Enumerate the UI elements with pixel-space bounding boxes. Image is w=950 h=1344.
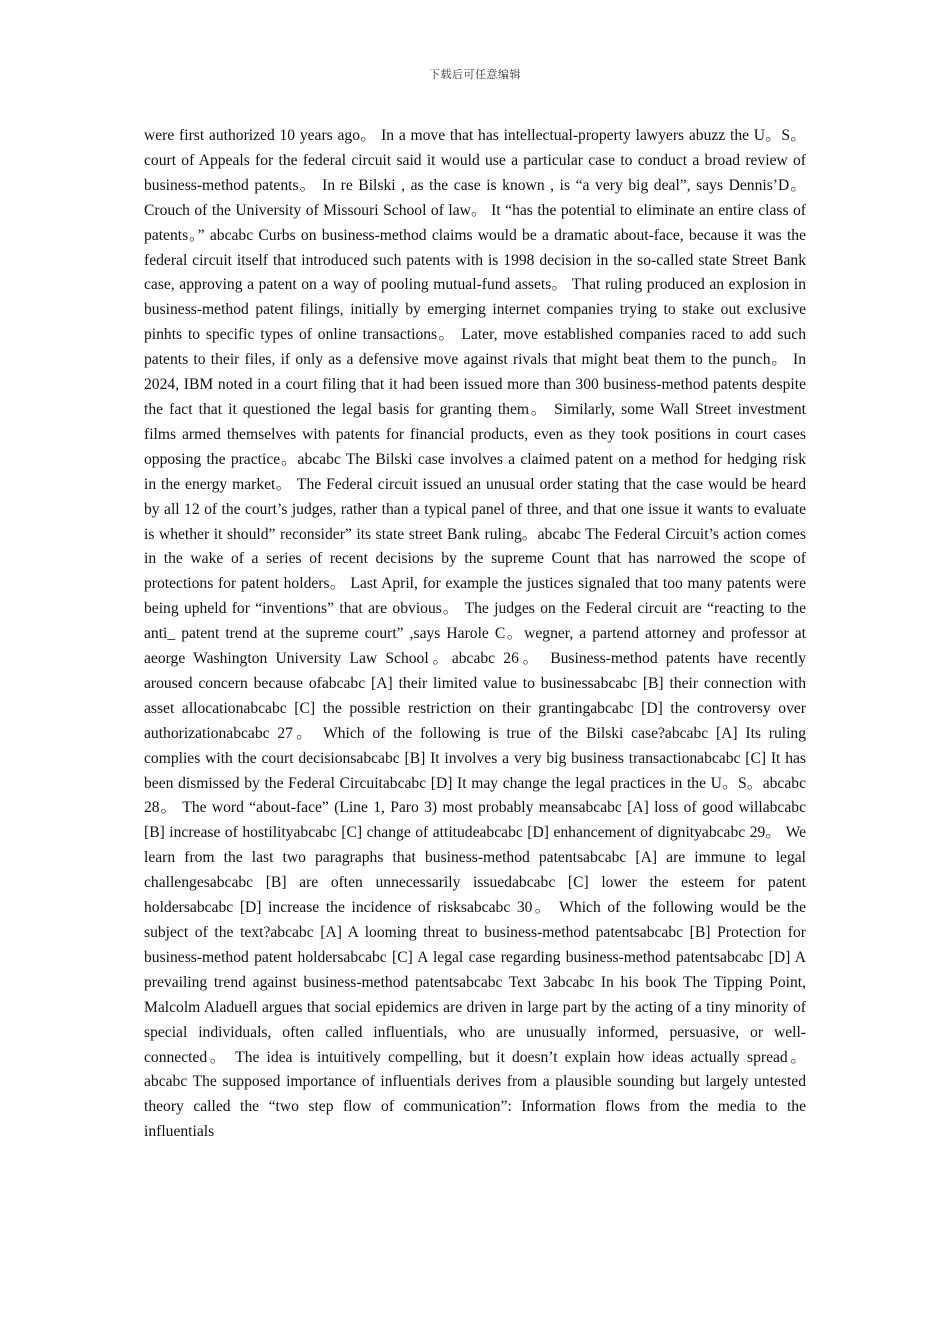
- page-header: 下载后可任意编辑: [429, 68, 521, 81]
- document-body-text: were first authorized 10 years ago。 In a move that has intellectual-property lawyers abuzz the U。S。 court of Appeals for the federal circuit said it would use a particular case to conduct a broad review of business-method patents。 In re Bilski , as the case is known , is “a very big deal”, says Dennis’D。 Crouch of the University of Missouri School of law。 It “has the potential to eliminate an entire class of patents。” abcabc Curbs on business-method claims would be a dramatic about-face, because it was the federal circuit itself that introduced such patents with is 1998 decision in the so-called state Street Bank case, approving a patent on a way of pooling mutual-fund assets。 That ruling produced an explosion in business-method patent filings, initially by emerging internet companies trying to stake out exclusive pinhts to specific types of online transactions。 Later, move established companies raced to add such patents to their files, if only as a defensive move against rivals that might beat them to the punch。 In 2024, IBM noted in a court filing that it had been issued more than 300 business-method patents despite the fact that it questioned the legal basis for granting them。 Similarly, some Wall Street investment films armed themselves with patents for financial products, even as they took positions in court cases opposing the practice。abcabc The Bilski case involves a claimed patent on a method for hedging risk in the energy market。 The Federal circuit issued an unusual order stating that the case would be heard by all 12 of the court’s judges, rather than a typical panel of three, and that one issue it wants to evaluate is whether it should” reconsider” its state street Bank ruling。abcabc The Federal Circuit’s action comes in the wake of a series of recent decisions by the supreme Count that has narrowed the scope of protections for patent holders。 Last April, for example the justices signaled that too many patents were being upheld for “inventions” that are obvious。 The judges on the Federal circuit are “reacting to the anti_ patent trend at the supreme court” ,says Harole C。wegner, a partend attorney and professor at aeorge Washington University Law School。abcabc 26。 Business-method patents have recently aroused concern because ofabcabc [A] their limited value to businessabcabc [B] their connection with asset allocationabcabc [C] the possible restriction on their grantingabcabc [D] the controversy over authorizationabcabc 27。 Which of the following is true of the Bilski case?abcabc [A] Its ruling complies with the court decisionsabcabc [B] It involves a very big business transactionabcabc [C] It has been dismissed by the Federal Circuitabcabc [D] It may change the legal practices in the U。S。abcabc 28。 The word “about-face” (Line 1, Paro 3) most probably meansabcabc [A] loss of good willabcabc [B] increase of hostilityabcabc [C] change of attitudeabcabc [D] enhancement of dignityabcabc 29。 We learn from the last two paragraphs that business-method patentsabcabc [A] are immune to legal challengesabcabc [B] are often unnecessarily issuedabcabc [C] lower the esteem for patent holdersabcabc [D] increase the incidence of risksabcabc 30。 Which of the following would be the subject of the text?abcabc [A] A looming threat to business-method patentsabcabc [B] Protection for business-method patent holdersabcabc [C] A legal case regarding business-method patentsabcabc [D] A prevailing trend against business-method patentsabcabc Text 3abcabc In his book The Tipping Point, Malcolm Aladuell argues that social epidemics are driven in large part by the acting of a tiny minority of special individuals, often called influentials, who are unusually informed, persuasive, or well-connected。 The idea is intuitively compelling, but it doesn’t explain how ideas actually spread。abcabc The supposed importance of influentials derives from a plausible sounding but largely untested theory called the “two step flow of communication”: Information flows from the media to the influentials: [144, 127, 806, 1141]
